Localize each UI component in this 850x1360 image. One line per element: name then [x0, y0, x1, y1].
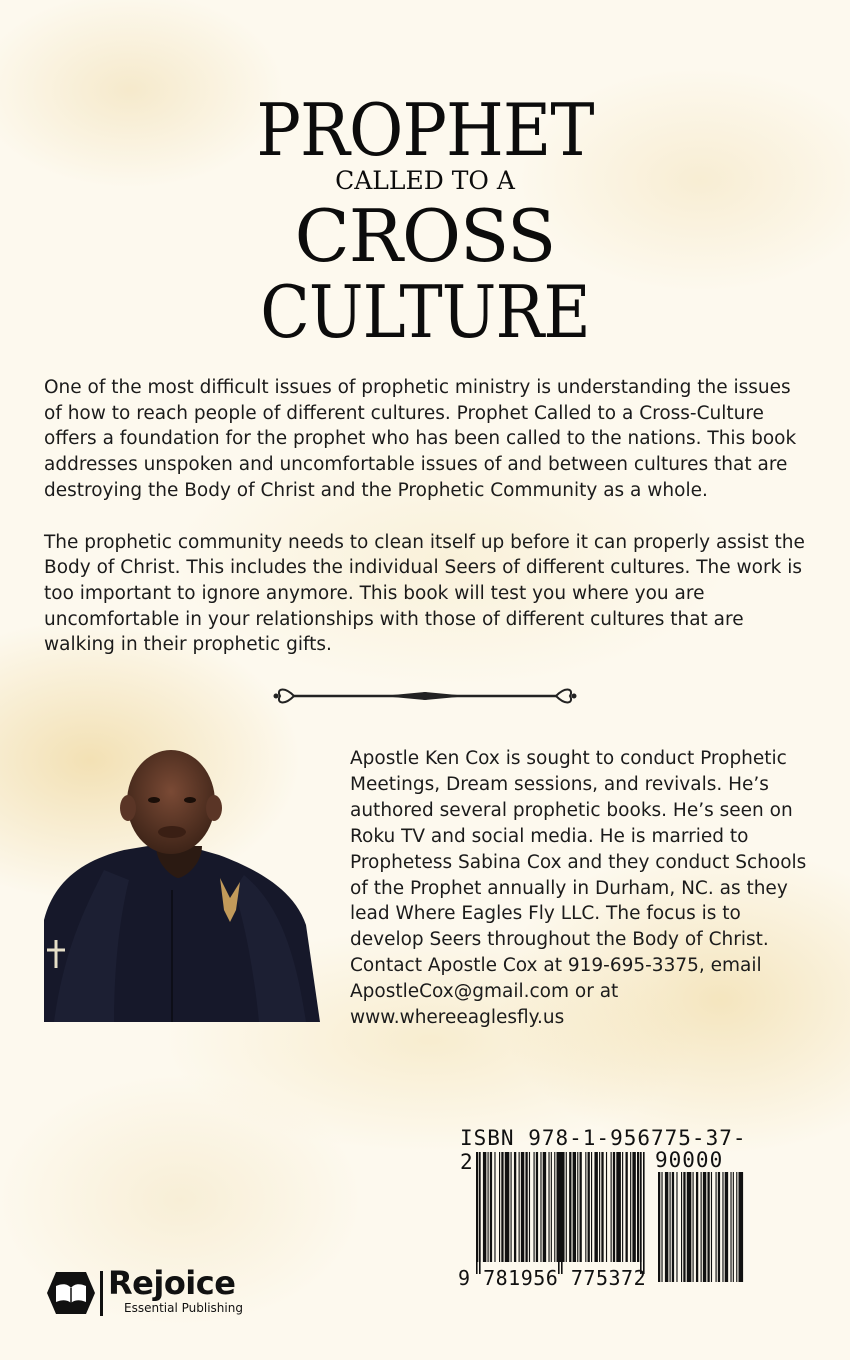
barcode-bar [606, 1152, 607, 1262]
barcode-bar [703, 1172, 706, 1282]
title-line-called-to-a: CALLED TO A [335, 166, 515, 195]
publisher-subtitle: Essential Publishing [124, 1301, 243, 1315]
barcode-bars [458, 1150, 754, 1282]
barcode-bar [683, 1172, 685, 1282]
barcode-bar [525, 1152, 527, 1262]
barcode-bar [591, 1152, 592, 1262]
author-bio: Apostle Ken Cox is sought to conduct Prophetic Meetings, Dream sessions, and revivals. He’s authored several prophetic books. He’s seen on Roku TV and social media. He is married to Prophetess Sabina Cox and they conduct Schools of the Prophet annually in Durham, NC. as they lead Where Eagles Fly LLC. The focus is to develop Seers throughout the Body of Christ. Contact Apostle Cox at 919-695-3375, email ApostleCox@gmail.com or at www.whereeaglesfly.us [350, 748, 807, 1029]
barcode-bar [488, 1152, 489, 1262]
barcode-bar [548, 1152, 549, 1262]
barcode-bar [490, 1152, 492, 1262]
barcode-bar [630, 1152, 631, 1262]
barcode-guard-bar [561, 1152, 563, 1274]
title-line-cross: CROSS [294, 194, 556, 278]
barcode-bar [554, 1152, 555, 1262]
isbn-label: ISBN 978-1-956775-37-2 [460, 1126, 747, 1174]
barcode-bar [696, 1172, 698, 1282]
ornamental-divider-icon [272, 683, 578, 709]
barcode-bar [718, 1172, 720, 1282]
book-title [0, 88, 850, 354]
barcode-bar [505, 1152, 510, 1262]
barcode-bar [658, 1172, 660, 1282]
barcode-bar [501, 1152, 503, 1262]
barcode-bar [551, 1152, 552, 1262]
barcode-bar [534, 1152, 535, 1262]
barcode-guard-bar [476, 1152, 478, 1274]
barcode-bar [613, 1152, 615, 1262]
isbn-barcode [458, 1124, 754, 1288]
barcode-bar [588, 1152, 590, 1262]
barcode-bar [601, 1152, 603, 1262]
publisher-logo [46, 1264, 276, 1320]
barcode-bar [483, 1152, 486, 1262]
barcode-bar [514, 1152, 516, 1262]
barcode-bar [580, 1152, 582, 1262]
barcode-bar [494, 1152, 495, 1262]
description-paragraph-2: The prophetic community needs to clean itself up before it can properly assist the Body of Christ. This includes the individual Seers of different cultures. The work is too important to ignore anymore. This book will test you where you are uncomfortable in your relationships with those of different cultures that are walking in their prophetic gifts. [44, 531, 805, 656]
barcode-digits: 9 781956 775372 [458, 1266, 647, 1290]
barcode-bar [701, 1172, 702, 1282]
barcode-bar [521, 1152, 524, 1262]
barcode-bar [661, 1172, 662, 1282]
barcode-bar [733, 1172, 734, 1282]
barcode-bar [730, 1172, 731, 1282]
barcode-guard-bar [479, 1152, 481, 1274]
barcode-addon-number: 90000 [655, 1148, 724, 1172]
barcode-bar [693, 1172, 694, 1282]
barcode-bar [736, 1172, 737, 1282]
barcode-guard-bar [558, 1152, 560, 1274]
barcode-bar [632, 1152, 635, 1262]
barcode-bar [536, 1152, 538, 1262]
barcode-bar [566, 1152, 567, 1262]
barcode-bar [499, 1152, 500, 1262]
barcode-bar [585, 1152, 586, 1262]
barcode-bar [543, 1152, 546, 1262]
barcode-guard-bar [643, 1152, 645, 1274]
barcode-bar [722, 1172, 723, 1282]
title-line-culture: CULTURE [260, 270, 590, 354]
description-paragraph-1: One of the most difficult issues of prophetic ministry is understanding the issues of how to reach people of different cultures. Prophet Called to a Cross-Culture offers a foundation for the prophet who has been called to the nations. This book addresses unspoken and uncomfortable issues of and between cultures that are destroying the Body of Christ and the Prophetic Community as a whole. [44, 377, 797, 501]
barcode-bar [670, 1172, 671, 1282]
barcode-bar [687, 1172, 692, 1282]
open-book-icon [46, 1270, 96, 1316]
logo-divider [100, 1271, 103, 1316]
author-photo [44, 750, 320, 1022]
barcode-guard-bar [640, 1152, 642, 1274]
barcode-bar [711, 1172, 712, 1282]
barcode-bar [577, 1152, 578, 1262]
barcode-bar [681, 1172, 682, 1282]
barcode-bar [707, 1172, 709, 1282]
barcode-bar [519, 1152, 520, 1262]
barcode-bar [569, 1152, 571, 1262]
barcode-bar [665, 1172, 668, 1282]
publisher-name: Rejoice [108, 1264, 236, 1302]
barcode-bar [739, 1172, 744, 1282]
barcode-bar [616, 1152, 621, 1262]
barcode-bar [540, 1152, 541, 1262]
barcode-bar [622, 1152, 623, 1262]
barcode-bar [511, 1152, 512, 1262]
barcode-bar [637, 1152, 639, 1262]
barcode-bar [626, 1152, 628, 1262]
barcode-bar [529, 1152, 530, 1262]
barcode-bar [725, 1172, 728, 1282]
title-line-prophet: PROPHET [256, 88, 594, 172]
barcode-bar [611, 1152, 612, 1262]
book-description [44, 375, 814, 684]
barcode-bar [676, 1172, 677, 1282]
barcode-bar [599, 1152, 600, 1262]
barcode-bar [594, 1152, 597, 1262]
barcode-bar [573, 1152, 576, 1262]
barcode-bar [672, 1172, 674, 1282]
barcode-bar [716, 1172, 717, 1282]
